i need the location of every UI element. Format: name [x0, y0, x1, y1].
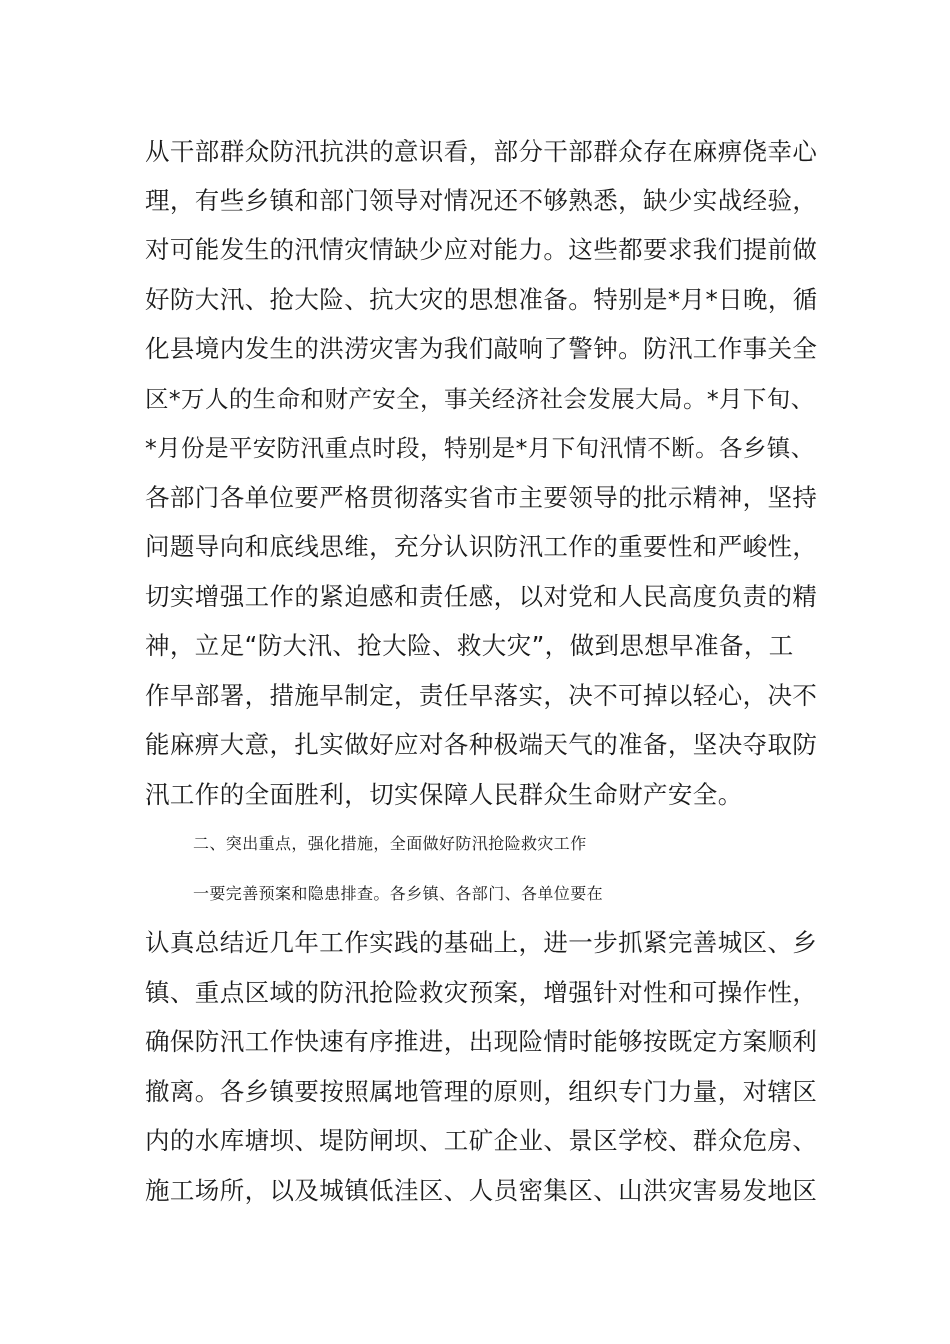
body-text-line: 施工场所，以及城镇低洼区、人员密集区、山洪灾害易发地区: [145, 1176, 818, 1205]
body-text-line: 汛工作的全面胜利，切实保障人民群众生命财产安全。: [145, 780, 743, 809]
body-text-line: *月份是平安防汛重点时段，特别是*月下旬汛情不断。各乡镇、: [145, 434, 815, 462]
body-text-line: 镇、重点区域的防汛抢险救灾预案，增强针对性和可操作性，: [145, 978, 818, 1007]
body-text-line: 各部门各单位要严格贯彻落实省市主要领导的批示精神，坚持: [145, 483, 818, 512]
body-text-line: 问题导向和底线思维，充分认识防汛工作的重要性和严峻性，: [145, 532, 818, 561]
body-text-line: 好防大汛、抢大险、抗大灾的思想准备。特别是*月*日晚，循: [145, 285, 818, 314]
body-text-line: 作早部署，措施早制定，责任早落实，决不可掉以轻心，决不: [145, 681, 818, 710]
body-text-line: 能麻痹大意，扎实做好应对各种极端天气的准备，坚决夺取防: [145, 730, 818, 759]
body-text-line: 化县境内发生的洪涝灾害为我们敲响了警钟。防汛工作事关全: [145, 334, 818, 363]
body-text-line: 区*万人的生命和财产安全，事关经济社会发展大局。*月下旬、: [145, 385, 815, 413]
body-text-line: 撤离。各乡镇要按照属地管理的原则，组织专门力量，对辖区: [145, 1077, 818, 1106]
body-text-line: 确保防汛工作快速有序推进，出现险情时能够按既定方案顺利: [145, 1027, 818, 1056]
body-text-line: 认真总结近几年工作实践的基础上，进一步抓紧完善城区、乡: [145, 928, 818, 957]
body-text-line: 从干部群众防汛抗洪的意识看，部分干部群众存在麻痹侥幸心: [145, 137, 818, 166]
body-text-line: 神，立足“防大汛、抢大险、救大灾”，做到思想早准备，工: [145, 631, 794, 660]
body-text-line: 对可能发生的汛情灾情缺少应对能力。这些都要求我们提前做: [145, 235, 818, 264]
section-heading: 二、突出重点，强化措施，全面做好防汛抢险救灾工作: [193, 834, 587, 853]
body-text-line: 一要完善预案和隐患排查。各乡镇、各部门、各单位要在: [193, 884, 604, 903]
body-text-line: 切实增强工作的紧迫感和责任感，以对党和人民高度负责的精: [145, 582, 818, 611]
body-text-line: 理，有些乡镇和部门领导对情况还不够熟悉，缺少实战经验，: [145, 186, 818, 215]
body-text-line: 内的水库塘坝、堤防闸坝、工矿企业、景区学校、群众危房、: [145, 1126, 818, 1155]
